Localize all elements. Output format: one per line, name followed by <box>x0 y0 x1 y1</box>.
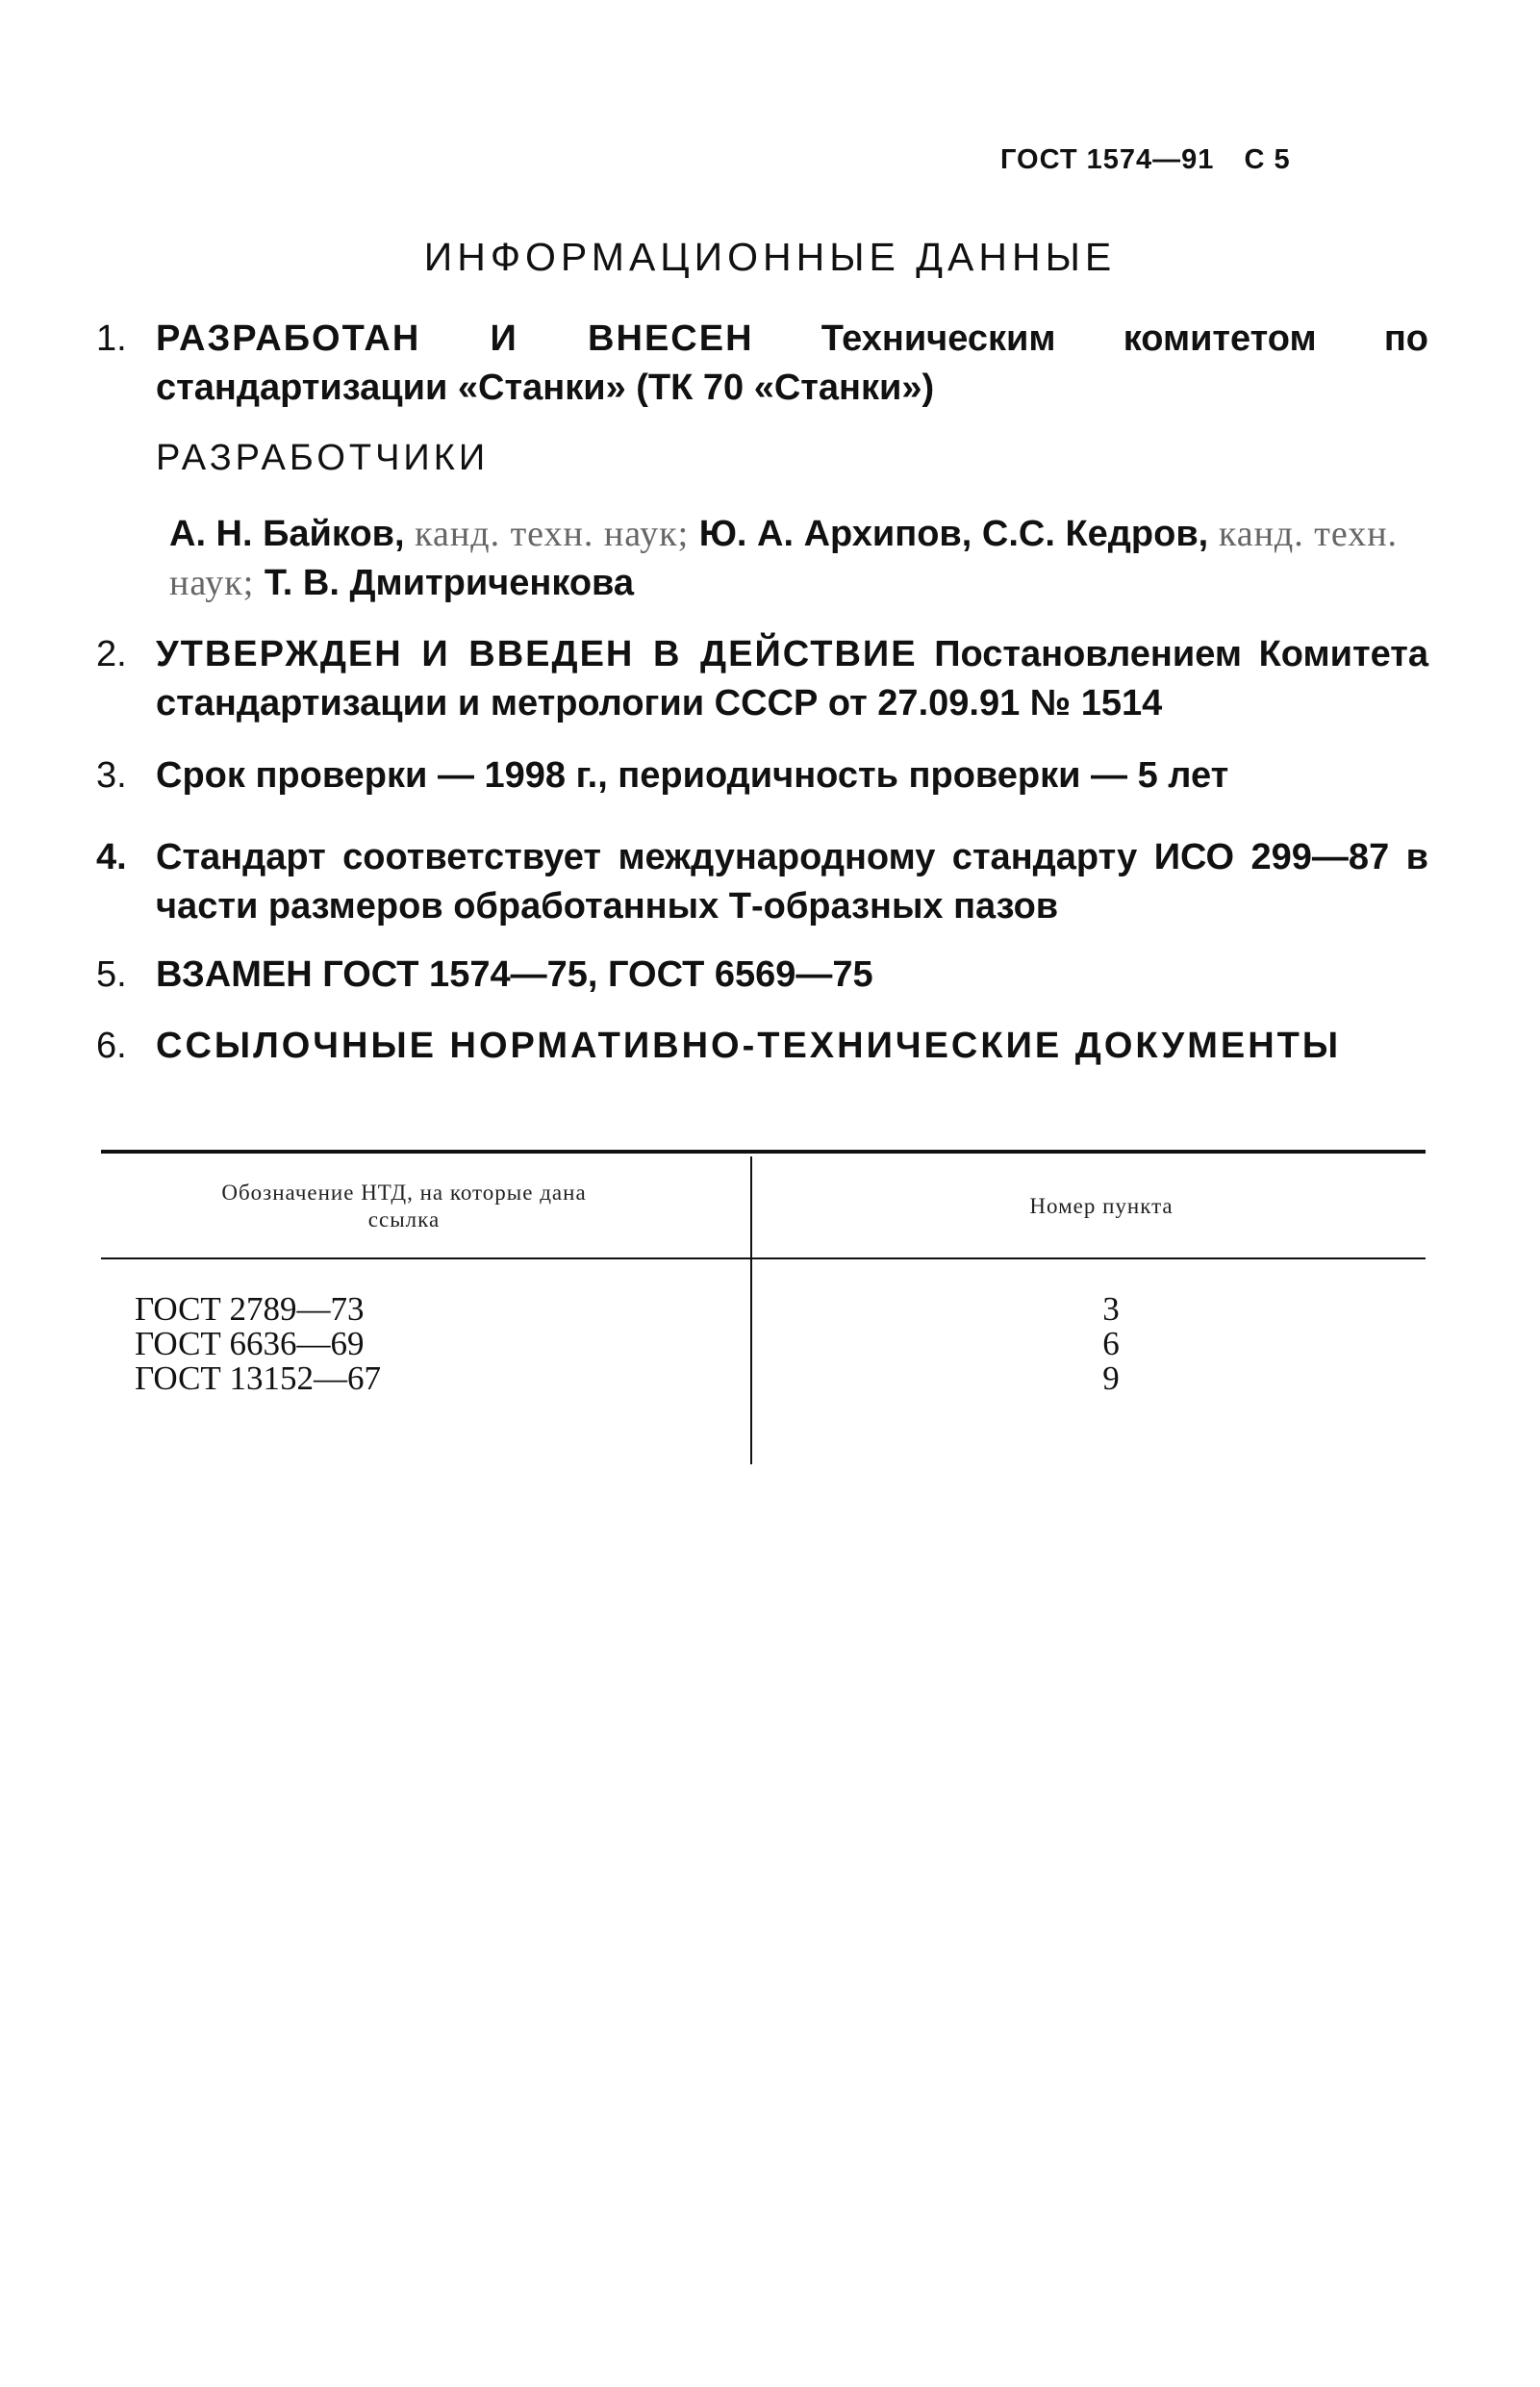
item-text: Техническим комитетом по стандартизации «Станки» (ТК 70 «Станки») <box>156 318 1429 408</box>
item-lead: РАЗРАБОТАН И ВНЕСЕН <box>156 318 754 359</box>
table-header-item-number: Номер пункта <box>1029 1194 1174 1218</box>
author-name: А. Н. Байков, <box>169 514 405 554</box>
table-header-designation: Обозначение НТД, на которые дана ссылка <box>221 1181 587 1232</box>
table-column-designation <box>135 1292 381 1396</box>
table-cell: 6 <box>1102 1325 1120 1362</box>
item-number: 5. <box>96 954 127 995</box>
item-body <box>156 315 1428 413</box>
item-number: 1. <box>96 318 127 359</box>
table-header-rule <box>101 1257 1426 1259</box>
page-title: ИНФОРМАЦИОННЫЕ ДАННЫЕ <box>423 235 1117 279</box>
item-2 <box>96 630 1428 728</box>
item-number: 6. <box>96 1026 127 1066</box>
item-number: 4. <box>96 837 127 877</box>
item-1 <box>96 315 1428 413</box>
author-name: С.С. Кедров, <box>981 514 1209 554</box>
item-body <box>156 630 1428 728</box>
document-number: ГОСТ 1574—91 <box>1000 144 1215 175</box>
developers-heading: РАЗРАБОТЧИКИ <box>156 438 490 478</box>
item-5 <box>96 951 1428 1000</box>
item-text: Стандарт соответствует международному стандарту ИСО 299—87 в части размеров обработанных Т-образных пазов <box>156 837 1428 927</box>
item-number: 2. <box>96 634 127 674</box>
table-cell: 9 <box>1102 1359 1120 1397</box>
table-cell: 3 <box>1102 1290 1120 1328</box>
item-text: Постановлением Комитета стандартизации и метрологии СССР от 27.09.91 № 1514 <box>156 634 1428 724</box>
item-text: Срок проверки — 1998 г., периодичность проверки — 5 лет <box>156 755 1229 796</box>
table-top-rule <box>101 1150 1426 1154</box>
author-name: Ю. А. Архипов, <box>698 514 972 554</box>
table-cell: ГОСТ 6636—69 <box>135 1325 365 1362</box>
item-text: ВЗАМЕН ГОСТ 1574—75, ГОСТ 6569—75 <box>156 954 873 995</box>
item-text: ССЫЛОЧНЫЕ НОРМАТИВНО-ТЕХНИЧЕСКИЕ ДОКУМЕНТЫ <box>156 1026 1342 1066</box>
table-cell: ГОСТ 2789—73 <box>135 1290 365 1328</box>
item-4 <box>96 833 1428 931</box>
author-degree: канд. техн. наук; <box>415 514 690 554</box>
table-column-divider <box>750 1156 752 1464</box>
page-header <box>1000 144 1312 176</box>
author-degree: канд. техн. наук; <box>169 514 1399 603</box>
item-3 <box>96 751 1428 800</box>
page-number: С 5 <box>1244 144 1291 175</box>
table-cell: ГОСТ 13152—67 <box>135 1359 382 1397</box>
table-column-item-number <box>1039 1292 1183 1396</box>
developers-list <box>169 510 1425 608</box>
author-name: Т. В. Дмитриченкова <box>264 563 635 603</box>
item-lead: УТВЕРЖДЕН И ВВЕДЕН В ДЕЙСТВИЕ <box>156 634 918 674</box>
item-6 <box>96 1022 1428 1071</box>
item-number: 3. <box>96 755 127 796</box>
